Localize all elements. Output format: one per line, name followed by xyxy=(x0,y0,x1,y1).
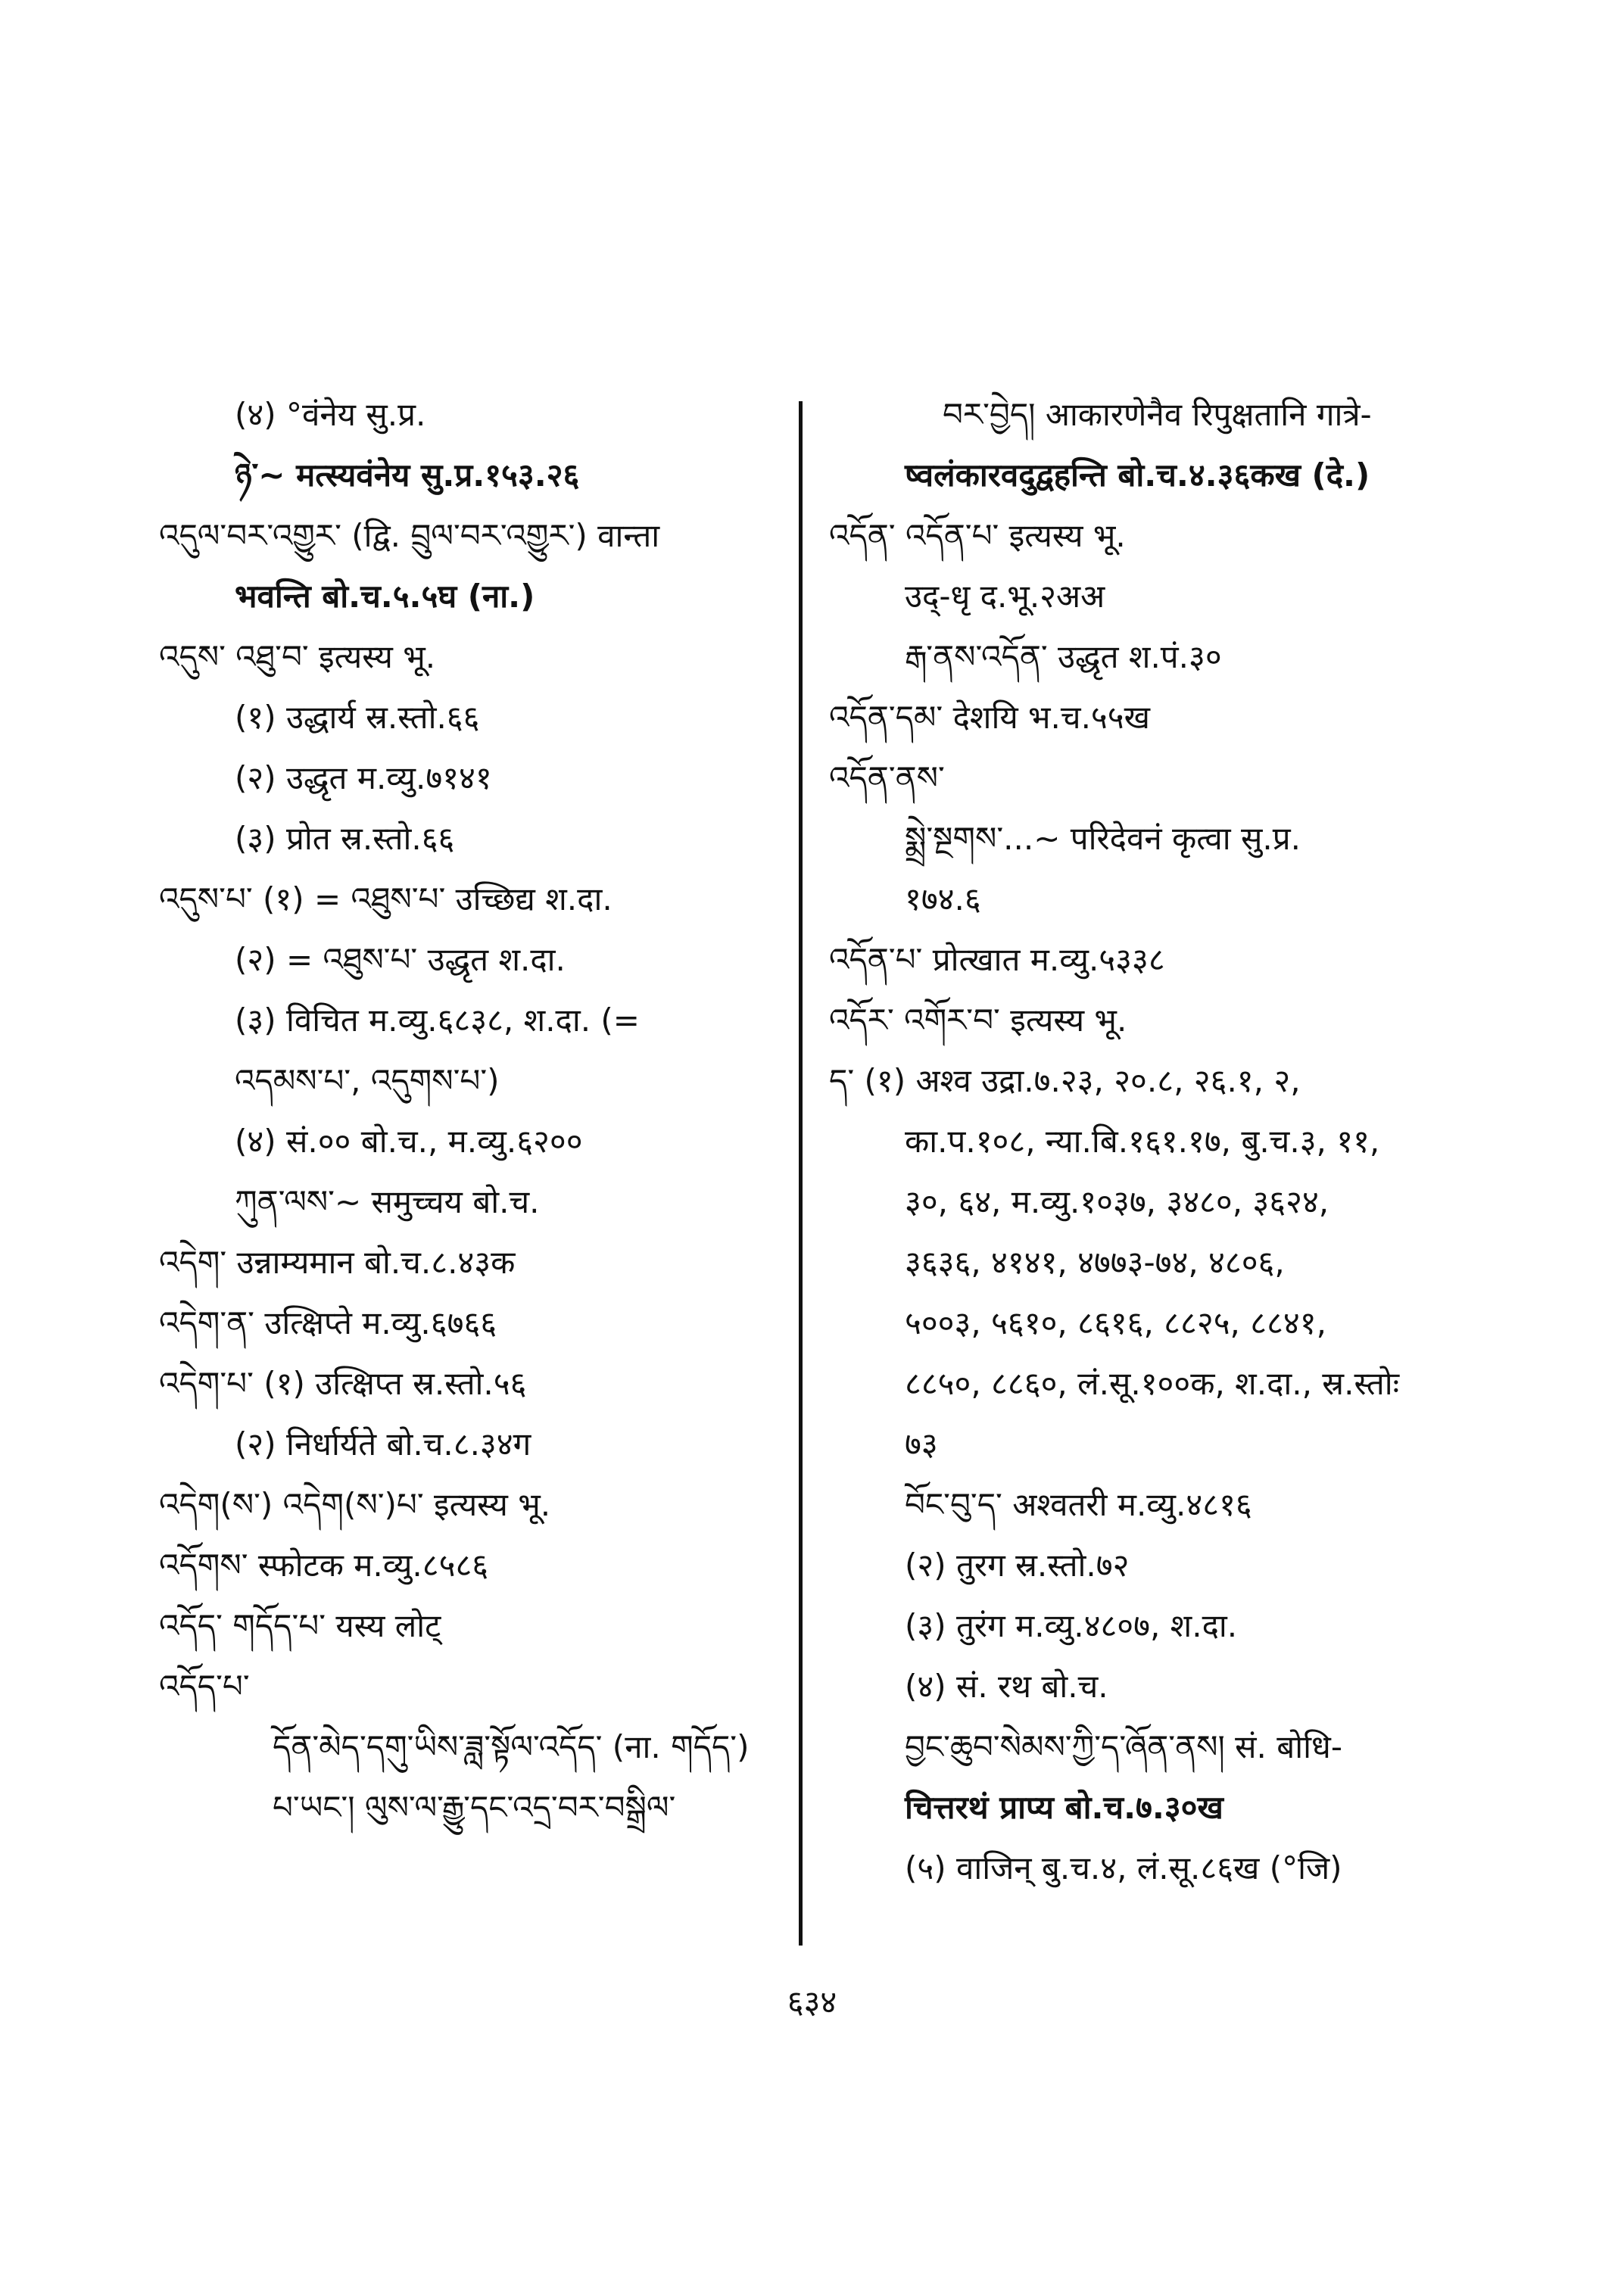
entry-line: ३०, ६४, म.व्यु.१०३७, ३४८०, ३६२४, xyxy=(905,1183,1329,1220)
entry-line: འདོན་ འདོན་པ་ इत्यस्य भू. xyxy=(829,517,1126,554)
entry-line: (३) तुरंग म.व्यु.४८०७, श.दा. xyxy=(905,1607,1238,1644)
entry-line: (२) = འཐུས་པ་ उद्धृत श.दा. xyxy=(235,941,566,978)
entry-line: བོང་བུ་ད་ अश्वतरी म.व्यु.४८१६ xyxy=(905,1486,1252,1523)
entry-line: ད་ (१) अश्व उद्रा.७.२३, २०.८, २६.१, २, xyxy=(829,1062,1301,1099)
entry-line: བྱང་ཆུབ་སེམས་ཀྱི་ད་ཞོན་ནས། सं. बोधि- xyxy=(905,1728,1342,1765)
entry-line: འདེག་ན་ उत्क्षिप्ते म.व्यु.६७६६ xyxy=(159,1304,497,1341)
entry-line: འདུལ་བར་འགྱུར་ (द्वि. བྲུལ་བར་འགྱུར་) वान्ता xyxy=(159,517,660,554)
entry-line: ष्वलंकारवदुद्वहन्ति बो.च.४.३६कख (दे.) xyxy=(905,456,1370,494)
entry-line: चित्तरथं प्राप्य बो.च.७.३०ख xyxy=(905,1789,1223,1826)
right-column xyxy=(829,385,1465,1899)
entry-line: १७४.६ xyxy=(905,880,981,918)
entry-line: ८८५०, ८८६०, लं.सू.१००क, श.दा., स्र.स्तोः xyxy=(905,1365,1400,1402)
entry-line: (२) उद्धृत म.व्यु.७१४१ xyxy=(235,759,492,796)
entry-line: འདོན་ནས་ xyxy=(829,759,945,796)
entry-line: པ་ཡང་། ལུས་ལ་རྒྱུ་དང་འདྲ་བར་བསྒྲིལ་ xyxy=(273,1789,676,1826)
entry-line: འདུས་པ་ (१) = འཐུས་པ་ उच्छिद्य श.दा. xyxy=(159,880,613,918)
entry-line: ३६३६, ४१४१, ४७७३-७४, ४८०६, xyxy=(905,1244,1285,1281)
entry-line: (५) वाजिन् बु.च.४, लं.सू.८६ख (°जि) xyxy=(905,1849,1342,1886)
page-number: ६३४ xyxy=(787,1983,837,2020)
entry-line: ཀུན་ལས་~ समुच्चय बो.च. xyxy=(235,1183,540,1220)
entry-line: འདོད་པ་ xyxy=(159,1668,250,1705)
entry-line: ཉེ་~ मत्स्यवंनेय सु.प्र.१५३.२६ xyxy=(235,456,580,494)
entry-line: का.प.१०८, न्या.बि.१६१.१७, बु.च.३, ११, xyxy=(905,1123,1380,1160)
entry-line: ५००३, ५६१०, ८६१६, ८८२५, ८८४१, xyxy=(905,1304,1326,1341)
entry-line: (३) प्रोत स्र.स्तो.६६ xyxy=(235,820,455,857)
left-column xyxy=(159,385,787,1838)
entry-line: (३) विचित म.व्यु.६८३८, श.दा. (= xyxy=(235,1002,641,1039)
entry-line: འདོད་ གདོད་པ་ यस्य लोट् xyxy=(159,1607,441,1644)
entry-line: (४) सं. रथ बो.च. xyxy=(905,1668,1108,1705)
entry-line: (४) °वंनेय सु.प्र. xyxy=(235,396,426,433)
entry-line: འདེག་ उन्नाम्यमान बो.च.८.४३क xyxy=(159,1244,516,1281)
entry-line: འདུས་ འཐུ་བ་ इत्यस्य भू. xyxy=(159,638,436,675)
entry-line: འདམས་པ་, འདུགས་པ་) xyxy=(235,1062,500,1099)
entry-line: (२) निर्धार्यते बो.च.८.३४ग xyxy=(235,1425,531,1463)
entry-line: འདོན་པ་ प्रोत्खात म.व्यु.५३३८ xyxy=(829,941,1165,978)
entry-line: བར་བྱེད། आकारणेनैव रिपुक्षतानि गात्रे- xyxy=(943,396,1372,433)
entry-line: འདོགས་ स्फोटक म.व्यु.८५८६ xyxy=(159,1547,489,1584)
entry-line: འདོན་དམ་ देशयि भ.च.५५ख xyxy=(829,699,1150,736)
entry-line: भवन्ति बो.च.५.५घ (ना.) xyxy=(235,578,535,615)
entry-line: (१) उद्धार्य स्र.स्तो.६६ xyxy=(235,699,480,736)
entry-line: (४) सं.०० बो.च., म.व्यु.६२०० xyxy=(235,1123,583,1160)
entry-line: དོན་མེད་དགུ་ཡིས་ཟླ་སྟོལ་འདོད་ (ना. གདོད་) xyxy=(273,1728,750,1765)
entry-line: འདེག(ས་) འདེག(ས་)པ་ इत्यस्य भू. xyxy=(159,1486,551,1523)
entry-line: ७३ xyxy=(905,1425,938,1463)
entry-line: (२) तुरग स्र.स्तो.७२ xyxy=(905,1547,1130,1584)
entry-line: རྒ་ནས་འདོན་ उद्धृत श.पं.३० xyxy=(905,638,1222,675)
entry-line: འདེག་པ་ (१) उत्क्षिप्त स्र.स्तो.५६ xyxy=(159,1365,527,1402)
entry-line: འདོར་ འགོར་བ་ इत्यस्य भू. xyxy=(829,1002,1127,1039)
entry-line: སྨྲེ་སྔགས་...~ परिदेवनं कृत्वा सु.प्र. xyxy=(905,820,1301,857)
column-divider xyxy=(799,401,803,1946)
entry-line: उद्-धृ द.भू.२अअ xyxy=(905,578,1105,615)
